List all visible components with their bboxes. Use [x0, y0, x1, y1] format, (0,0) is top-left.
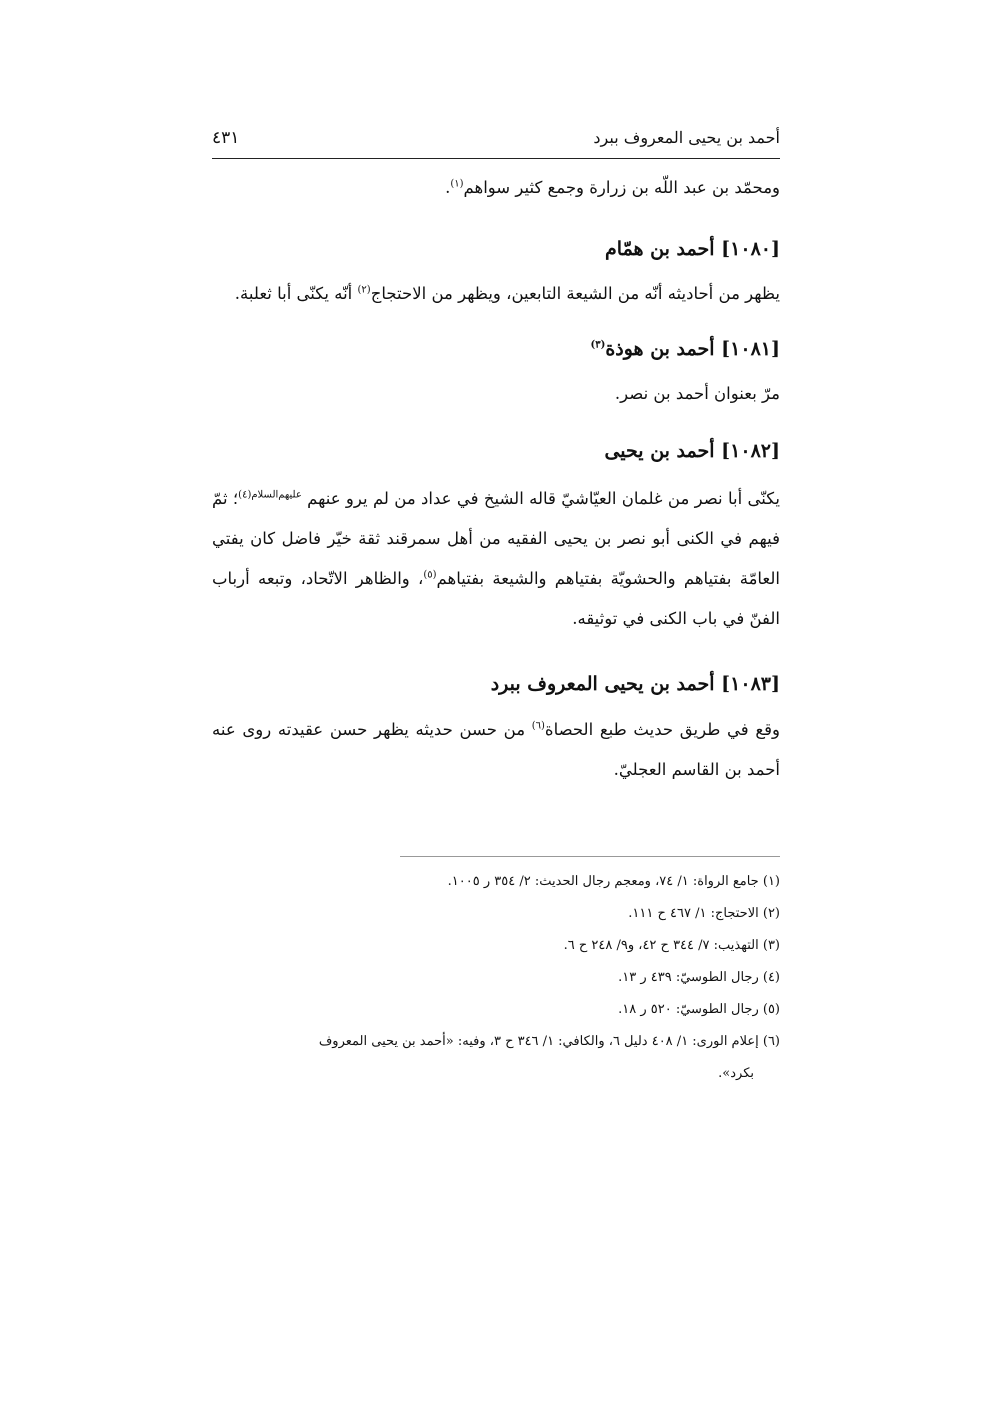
entry-number: [١٠٨٠] — [721, 238, 780, 260]
body-text: يكنّى أبا نصر من غلمان العيّاشيّ قاله الشيخ في عداد من لم يرو عنهم — [301, 489, 780, 508]
entry-number: [١٠٨١] — [721, 338, 780, 360]
footnote: (٦) إعلام الورى: ١/ ٤٠٨ دليل ٦، والكافي: ١/ ٣٤٦ ح ٣، وفيه: «أحمد بن يحيى المعروف — [318, 1034, 780, 1049]
body-text: وقع في طريق حديث طبع الحصاة — [544, 720, 780, 739]
footnote-ref: (٣) — [590, 339, 606, 351]
footnote: (١) جامع الرواة: ١/ ٧٤، ومعجم رجال الحديث: ٢/ ٣٥٤ ر ١٠٠٥. — [447, 874, 780, 889]
entry-body — [212, 710, 780, 790]
entry-heading — [590, 338, 780, 360]
entry-body — [212, 479, 780, 639]
body-text: ؛ ثمّ فيهم في الكنى أبو نصر بن يحيى الفقيه من أهل سمرقند ثقة خيّر فاضل كان يفتي العامّة بفتياهم والحشويّة بفتياهم والشيعة بفتياهم — [212, 489, 781, 588]
intro-paragraph — [212, 168, 780, 208]
footnote-continuation: بكرد». — [718, 1066, 754, 1081]
body-text: يظهر من أحاديثه أنّه من الشيعة التابعين، ويظهر من الاحتجاج — [370, 284, 780, 303]
footnote-ref: (٦) — [531, 720, 545, 732]
body-text: مرّ بعنوان أحمد بن نصر. — [614, 384, 780, 403]
body-text: أنّه يكنّى أبا ثعلبة. — [234, 284, 358, 303]
footnotes — [212, 866, 780, 1090]
footnote-rule — [400, 856, 780, 857]
entry-body — [212, 374, 780, 414]
footnote: (٤) رجال الطوسيّ: ٤٣٩ ر ١٣. — [618, 970, 780, 985]
running-title: أحمد بن يحيى المعروف ببرد — [593, 128, 780, 147]
footnote-ref: (٢) — [357, 284, 371, 296]
entry-name: أحمد بن هوذة — [605, 338, 715, 360]
entry-number: [١٠٨٢] — [721, 440, 780, 462]
entry-name: أحمد بن يحيى — [604, 440, 715, 462]
intro-text: ومحمّد بن عبد اللّه بن زرارة وجمع كثير سواهم — [463, 178, 780, 197]
entry-name: أحمد بن همّام — [605, 238, 715, 260]
entry-body — [212, 274, 780, 314]
body-text: من حسن حديثه يظهر حسن عقيدته روى عنه أحمد بن القاسم العجليّ. — [212, 720, 780, 779]
footnote-ref: عليهم‌السلام — [251, 489, 302, 501]
footnote: (٣) التهذيب: ٧/ ٣٤٤ ح ٤٢، و٩/ ٢٤٨ ح ٦. — [563, 938, 780, 953]
footnote-ref: (٥) — [423, 569, 437, 581]
entry-heading — [604, 440, 780, 462]
header-rule — [212, 158, 780, 159]
footnote: (٥) رجال الطوسيّ: ٥٢٠ ر ١٨. — [618, 1002, 780, 1017]
footnote: (٢) الاحتجاج: ١/ ٤٦٧ ح ١١١. — [628, 906, 780, 921]
footnote-ref: (٤) — [238, 489, 252, 501]
entry-heading — [605, 238, 780, 260]
entry-name: أحمد بن يحيى المعروف ببرد — [490, 673, 715, 695]
entry-heading — [491, 673, 780, 695]
intro-end: . — [445, 178, 451, 197]
footnote-ref: (١) — [450, 178, 464, 190]
body-text: ، والظاهر الاتّحاد، وتبعه أرباب الفنّ في باب الكنى في توثيقه. — [212, 569, 780, 628]
entry-number: [١٠٨٣] — [721, 673, 780, 695]
page-number: ٤٣١ — [212, 128, 240, 148]
